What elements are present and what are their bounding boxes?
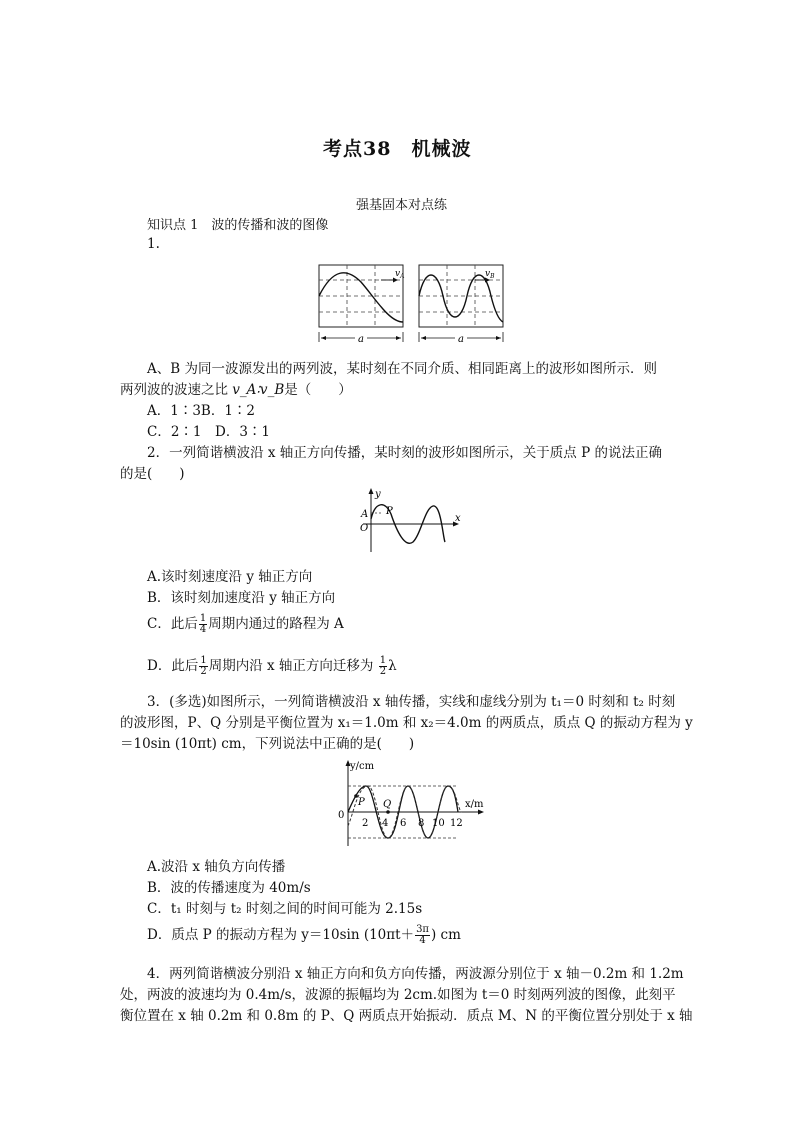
q3-tick-10: 10 bbox=[432, 818, 445, 829]
q1-stem-line2: 两列波的波速之比 v_A∶v_B是（ ） bbox=[120, 382, 352, 398]
q1-stem-line1: A、B 为同一波源发出的两列波，某时刻在不同介质、相同距离上的波形如图所示．则 bbox=[147, 361, 657, 377]
q1-number: 1. bbox=[147, 236, 160, 252]
q3-option-b: B．波的传播速度为 40m/s bbox=[147, 880, 311, 896]
q1-width-label-left: a bbox=[358, 334, 364, 345]
q4-line3: 衡位置在 x 轴 0.2m 和 0.8m 的 P、Q 两质点开始振动．质点 M、N 的平衡位置分别处于 x 轴 bbox=[120, 1008, 693, 1024]
q4-line1: 4．两列简谐横波分别沿 x 轴正方向和负方向传播，两波源分别位于 x 轴－0.2m 和 1.2m bbox=[147, 966, 684, 982]
q3-option-c: C．t₁ 时刻与 t₂ 时刻之间的时间可能为 2.15s bbox=[147, 901, 423, 917]
page-title: 考点38 机械波 bbox=[323, 138, 472, 160]
q3-tick-8: 8 bbox=[418, 818, 425, 829]
q2-origin-label: O bbox=[360, 523, 369, 534]
q1-va-label: $v_A$ bbox=[395, 269, 405, 280]
section-heading: 强基固本对点练 bbox=[356, 198, 448, 213]
q1-options-ab: A．1∶3B．1∶2 bbox=[147, 403, 256, 419]
q3-stem-line1: 3．(多选)如图所示，一列简谐横波沿 x 轴传播，实线和虚线分别为 t₁＝0 时刻和 t₂ 时刻 bbox=[147, 694, 676, 710]
q2-stem-line1: 2．一列简谐横波沿 x 轴正方向传播，某时刻的波形如图所示，关于质点 P 的说法正确 bbox=[147, 445, 662, 461]
knowledge-point-heading: 知识点 1 波的传播和波的图像 bbox=[147, 218, 329, 233]
q4-line2: 处，两波的波速均为 0.4m/s，波源的振幅均为 2cm.如图为 t＝0 时刻两列波的图像，此刻平 bbox=[120, 987, 676, 1003]
q1-width-label-right: a bbox=[458, 334, 464, 345]
q1-options-cd: C．2∶1 D．3∶1 bbox=[147, 424, 271, 440]
q2-x-axis-label: x bbox=[455, 513, 461, 524]
q3-origin-label: 0 bbox=[338, 810, 345, 821]
q2-option-d: D．此后 $\frac{1}{2}$ 周期内沿 x 轴正方向迁移为 $\frac{1}{2}$ λ bbox=[147, 655, 397, 677]
q1-vb-label: $v_B$ bbox=[485, 269, 495, 280]
q3-y-axis-label: y/cm bbox=[350, 761, 375, 772]
q3-figure bbox=[330, 756, 490, 848]
q3-option-d: D．质点 P 的振动方程为 y＝10sin (10πt＋ $\frac{3\pi}{4}$ ) cm bbox=[147, 924, 461, 946]
q3-tick-6: 6 bbox=[400, 818, 407, 829]
q3-stem-line3: ＝10sin (10πt) cm，下列说法中正确的是( ) bbox=[120, 736, 415, 752]
q2-figure bbox=[355, 486, 465, 556]
q2-amplitude-label: A bbox=[361, 509, 369, 520]
q2-stem-line2: 的是( ) bbox=[120, 466, 185, 482]
q2-option-a: A.该时刻速度沿 y 轴正方向 bbox=[147, 569, 313, 585]
q2-option-c: C．此后 $\frac{1}{4}$ 周期内通过的路程为 A bbox=[147, 613, 344, 635]
q1-wave-b bbox=[419, 275, 503, 322]
q2-option-b: B．该时刻加速度沿 y 轴正方向 bbox=[147, 590, 336, 606]
q3-x-axis-label: x/m bbox=[465, 799, 484, 810]
q3-stem-line2: 的波形图，P、Q 分别是平衡位置为 x₁＝1.0m 和 x₂＝4.0m 的两质点，质点 Q 的振动方程为 y bbox=[120, 715, 693, 731]
q3-point-q-label: Q bbox=[383, 799, 392, 810]
q3-tick-12: 12 bbox=[450, 818, 463, 829]
q1-figure bbox=[315, 262, 507, 346]
q2-point-p-label: P bbox=[386, 506, 393, 517]
q3-tick-2: 2 bbox=[362, 818, 369, 829]
q3-tick-4: 4 bbox=[382, 818, 389, 829]
q2-y-axis-label: y bbox=[375, 489, 381, 500]
q3-option-a: A.波沿 x 轴负方向传播 bbox=[147, 859, 286, 875]
q3-point-p-label: P bbox=[358, 797, 365, 808]
